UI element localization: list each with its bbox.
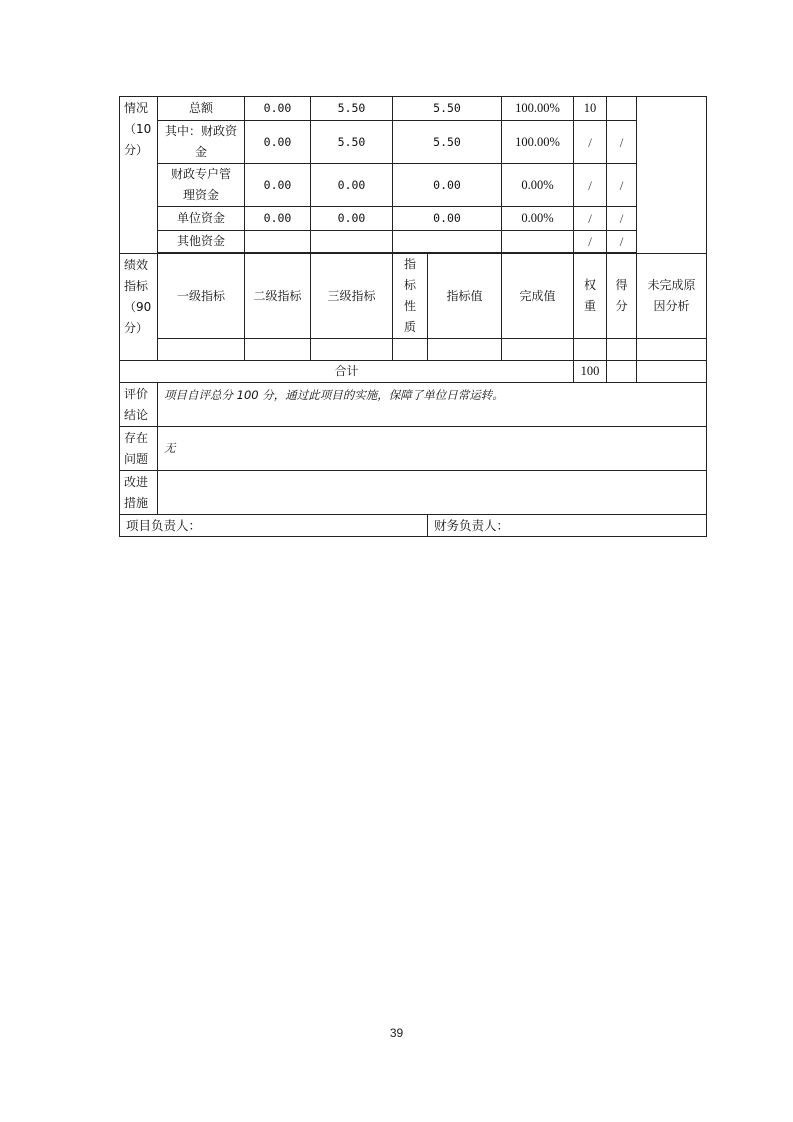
funding-name: 其他资金 [158,231,245,253]
executed-cell [393,231,502,253]
empty-cell [311,339,393,361]
total-weight: 100 [574,361,607,383]
budget-full-cell: 0.00 [311,207,393,231]
empty-cell [574,339,607,361]
header-level2: 二级指标 [245,254,311,339]
header-reason: 未完成原 因分析 [637,254,707,339]
empty-cell [393,339,428,361]
rate-cell: 0.00% [502,164,574,207]
total-row [120,361,707,383]
issues-text: 无 [158,427,707,471]
budget-full-cell [311,231,393,253]
budget-start-cell: 0.00 [245,121,311,164]
points-cell: / [607,231,637,253]
improvement-text [158,471,707,515]
funding-section-label: 情况 （10 分） [120,97,158,254]
signature-row [120,515,707,537]
header-weight: 权 重 [574,254,607,339]
rate-cell: 0.00% [502,207,574,231]
conclusion-row [120,383,707,427]
header-nature: 指 标 性 质 [393,254,428,339]
score-cell: / [574,231,607,253]
rate-cell: 100.00% [502,97,574,121]
funding-row-unit [120,207,707,231]
funding-name: 其中：财政资 金 [158,121,245,164]
performance-header-row [120,254,707,339]
issues-row [120,427,707,471]
executed-cell: 0.00 [393,207,502,231]
conclusion-text: 项目自评总分 100 分，通过此项目的实施，保障了单位日常运转。 [158,383,707,427]
points-cell: / [607,121,637,164]
rate-cell: 100.00% [502,121,574,164]
points-cell: / [607,207,637,231]
issues-label: 存在 问题 [120,427,158,471]
executed-cell: 0.00 [393,164,502,207]
points-cell: / [607,164,637,207]
empty-cell [637,339,707,361]
executed-cell: 5.50 [393,121,502,164]
header-level3: 三级指标 [311,254,393,339]
empty-cell [158,339,245,361]
empty-cell [428,339,502,361]
empty-cell [502,339,574,361]
project-lead-signature: 项目负责人： [120,515,428,537]
header-score: 得 分 [607,254,637,339]
funding-row-other [120,231,707,253]
total-score [607,361,637,383]
improvement-row [120,471,707,515]
points-cell [607,97,637,121]
performance-empty-row [120,339,707,361]
budget-start-cell: 0.00 [245,207,311,231]
header-level1: 一级指标 [158,254,245,339]
empty-cell [245,339,311,361]
header-actual: 完成值 [502,254,574,339]
improvement-label: 改进 措施 [120,471,158,515]
performance-section-label: 绩效 指标 （90 分） [120,254,158,361]
evaluation-table [119,96,707,537]
budget-full-cell: 0.00 [311,164,393,207]
total-label: 合计 [120,361,574,383]
empty-cell [607,339,637,361]
score-cell: / [574,121,607,164]
funding-name: 单位资金 [158,207,245,231]
budget-full-cell: 5.50 [311,97,393,121]
rate-cell [502,231,574,253]
executed-cell: 5.50 [393,97,502,121]
budget-start-cell: 0.00 [245,97,311,121]
funding-row-total [120,97,707,121]
page-number: 39 [389,1026,404,1040]
funding-row-special [120,164,707,207]
funding-name: 财政专户管 理资金 [158,164,245,207]
budget-start-cell: 0.00 [245,164,311,207]
score-cell: 10 [574,97,607,121]
budget-start-cell [245,231,311,253]
budget-full-cell: 5.50 [311,121,393,164]
score-cell: / [574,207,607,231]
funding-row-fiscal [120,121,707,164]
funding-name: 总额 [158,97,245,121]
funding-blank-cell [637,97,707,254]
score-cell: / [574,164,607,207]
total-reason [637,361,707,383]
finance-lead-signature: 财务负责人： [428,515,707,537]
header-target: 指标值 [428,254,502,339]
conclusion-label: 评价 结论 [120,383,158,427]
